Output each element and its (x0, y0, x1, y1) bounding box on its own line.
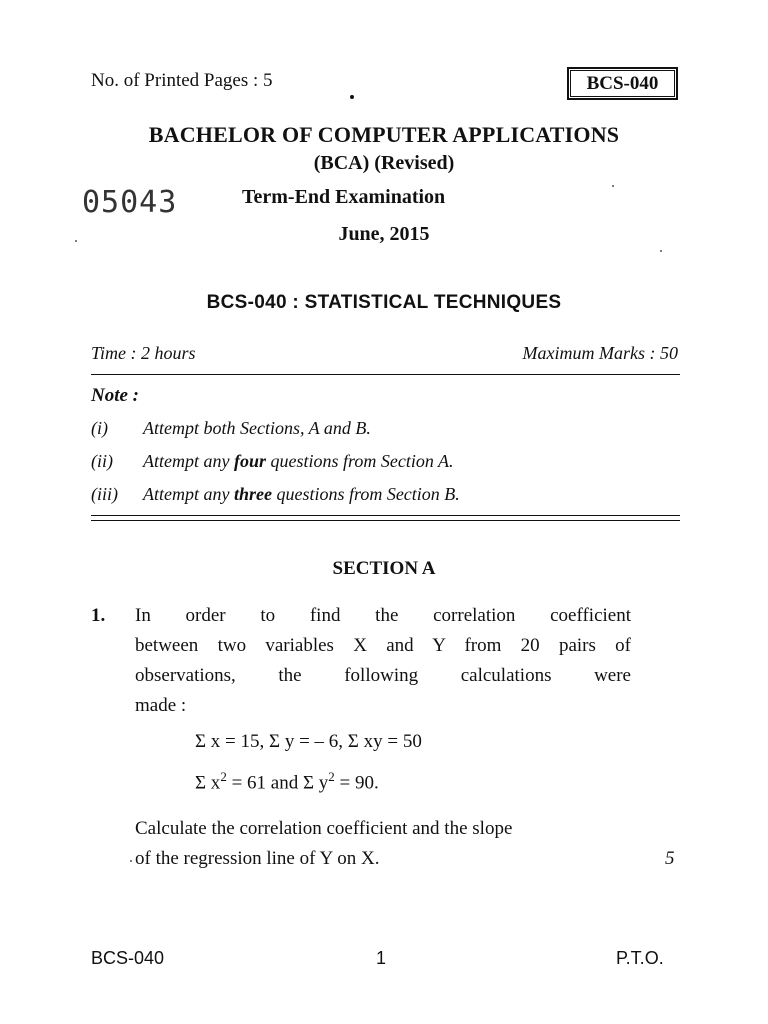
please-turn-over: P.T.O. (616, 948, 664, 968)
double-divider-top (91, 515, 680, 516)
footer-course-code: BCS-040 (91, 948, 165, 968)
note-item-number: (iii) (91, 484, 118, 504)
divider (91, 374, 680, 375)
formula-part: = 61 and Σ y (226, 772, 329, 794)
question-instruction-line: of the regression line of Y on X. (135, 848, 380, 869)
note-heading: Note : (91, 385, 140, 406)
question-instruction-line: Calculate the correlation coefficient and the slope (135, 818, 513, 839)
summation-formula: Σ x = 15, Σ y = – 6, Σ xy = 50 (195, 731, 422, 752)
superscript: 2 (328, 769, 335, 784)
printed-pages-count: No. of Printed Pages : 5 (91, 70, 273, 91)
note-text-part: questions from Section B. (271, 484, 460, 504)
note-text-part: questions from Section A. (266, 451, 454, 471)
note-item-number: (i) (91, 418, 108, 438)
question-text-line: between two variables X and Y from 20 pairs of (135, 635, 631, 656)
course-title: BCS-040 : STATISTICAL TECHNIQUES (206, 292, 562, 313)
note-item-number: (ii) (91, 451, 113, 471)
programme-subtitle: (BCA) (Revised) (313, 152, 455, 174)
summation-formula (195, 769, 379, 794)
section-heading: SECTION A (332, 558, 436, 579)
note-text-part: Attempt any (143, 484, 234, 504)
note-emphasis: three (233, 484, 272, 504)
formula-part: = 90. (334, 772, 379, 794)
exam-date: June, 2015 (338, 223, 430, 245)
double-divider-bottom (91, 520, 680, 521)
course-code-box (567, 67, 678, 100)
page-number: 1 (376, 948, 387, 968)
scan-speck (350, 95, 354, 99)
scan-speck (130, 860, 132, 862)
maximum-marks: Maximum Marks : 50 (522, 343, 678, 363)
question-text-line: observations, the following calculations were (135, 665, 631, 686)
note-text-part: Attempt any (143, 451, 234, 471)
scan-speck (75, 240, 77, 242)
note-item-text (143, 451, 454, 472)
note-item-text (143, 484, 460, 505)
exam-serial-code: 05043 (82, 185, 178, 220)
question-text-line: In order to find the correlation coefficient (135, 605, 631, 626)
note-item-text: Attempt both Sections, A and B. (143, 418, 371, 438)
scan-speck (660, 250, 662, 252)
question-number: 1. (91, 605, 106, 626)
formula-part: Σ x (195, 772, 221, 794)
question-marks: 5 (665, 848, 675, 869)
exam-type: Term-End Examination (242, 186, 446, 208)
question-text-line: made : (135, 695, 187, 716)
programme-title: BACHELOR OF COMPUTER APPLICATIONS (148, 122, 620, 147)
note-emphasis: four (233, 451, 266, 471)
time-allowed: Time : 2 hours (91, 343, 196, 363)
superscript: 2 (220, 769, 227, 784)
scan-speck (612, 185, 614, 187)
course-code: BCS-040 (570, 70, 675, 97)
